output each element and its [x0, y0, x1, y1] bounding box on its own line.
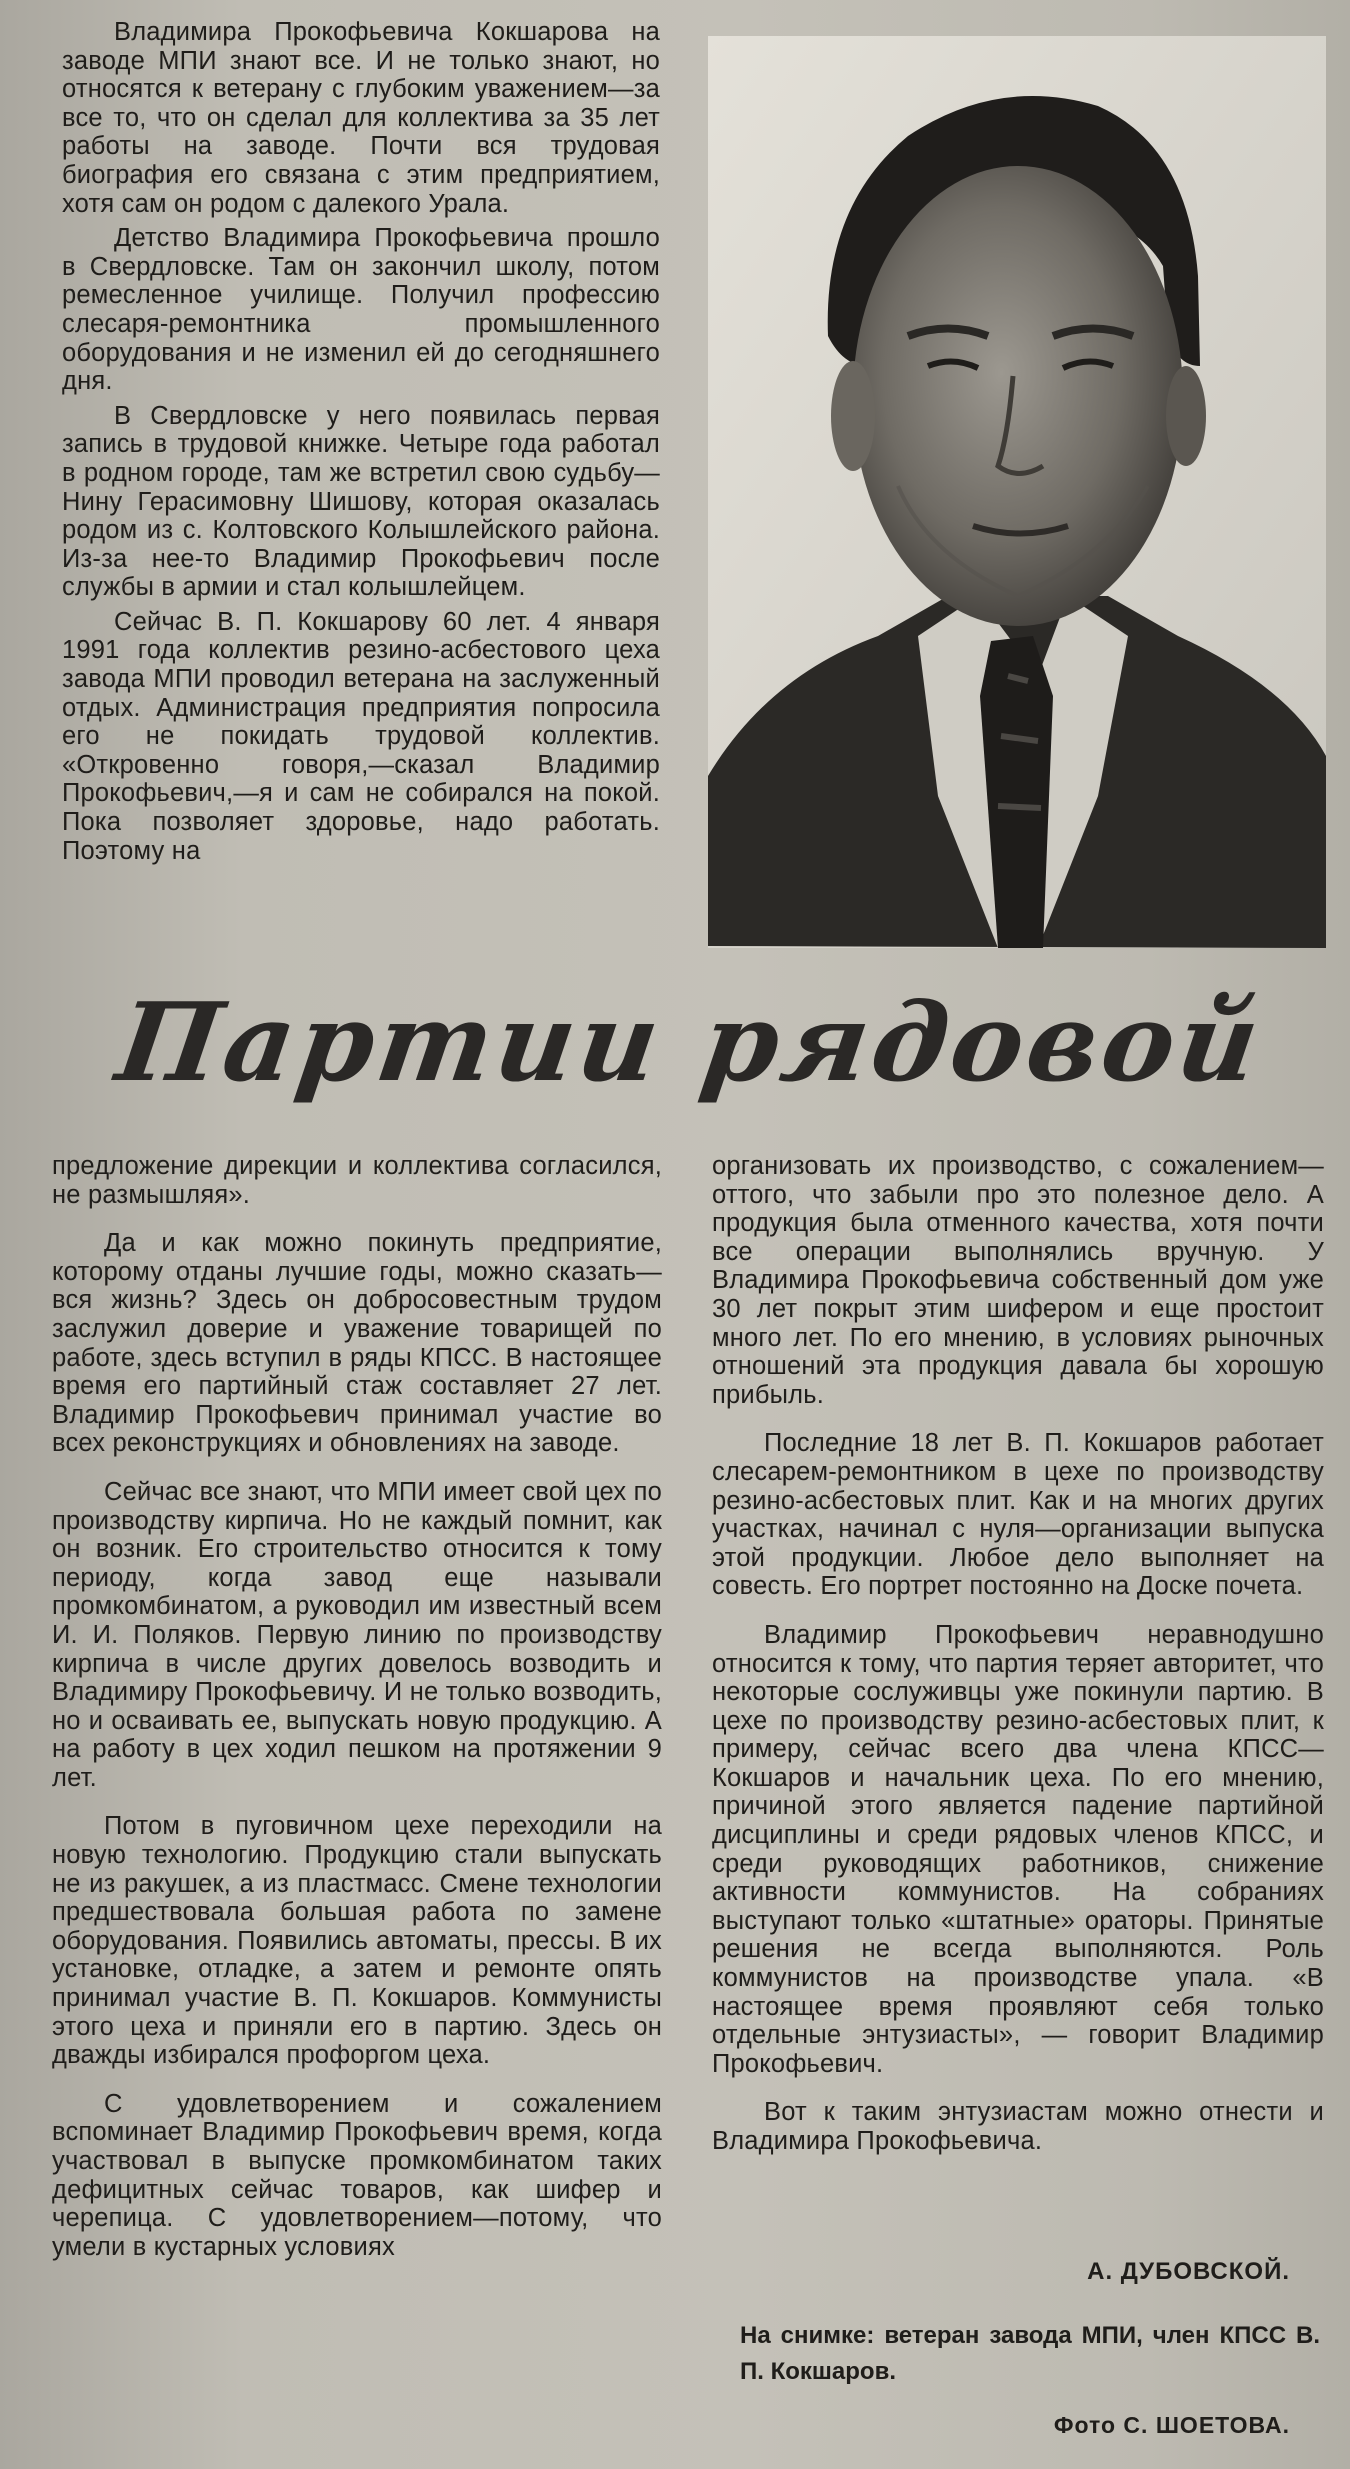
body-paragraph: предложение дирекции и коллектива согласился, не размышляя». [52, 1152, 662, 1209]
intro-paragraph: Детство Владимира Прокофьевича прошло в Свердловске. Там он закончил школу, потом ремесленное училище. Получил профессию слесаря-ремонтника промышленного оборудования и не изменил ей до сегодняшнего дня. [62, 224, 660, 396]
body-paragraph: Последние 18 лет В. П. Кокшаров работает слесарем-ремонтником в цехе по производству резино-асбестовых плит. Как и на многих других участках, начинал с нуля—организации выпуска этой продукции. Любое дело выполняет на совесть. Его портрет постоянно на Доске почета. [712, 1429, 1324, 1601]
intro-column [62, 18, 660, 865]
body-paragraph: Владимир Прокофьевич неравнодушно относится к тому, что партия теряет авторитет, что некоторые сослуживцы уже покинули партию. В цехе по производству резино-асбестовых плит, к примеру, сейчас всего два члена КПСС—Кокшаров и начальник цеха. По его мнению, причиной этого является падение партийной дисциплины и среди рядовых членов КПСС, и среди руководящих работников, снижение активности коммунистов. На собраниях выступают только «штатные» ораторы. Принятые решения не всегда выполняются. Роль коммунистов на производстве упала. «В настоящее время проявляют себя только отдельные энтузиасты», — говорит Владимир Прокофьевич. [712, 1620, 1324, 2078]
body-paragraph: Вот к таким энтузиастам можно отнести и Владимира Прокофьевича. [712, 2098, 1324, 2155]
intro-paragraph: В Свердловске у него появилась первая запись в трудовой книжке. Четыре года работал в родном городе, там же встретил свою судьбу—Нину Герасимовну Шишову, которая оказалась родом из с. Колтовского Колышлейского района. Из-за нее-то Владимир Прокофьевич после службы в армии и стал колышлейцем. [62, 401, 660, 602]
photo-credit: Фото С. ШОЕТОВА. [1053, 2412, 1290, 2438]
body-paragraph: Сейчас все знают, что МПИ имеет свой цех по производству кирпича. Но не каждый помнит, как он возник. Его строительство относится к тому периоду, когда завод еще называли промкомбинатом, а руководил им известный всем И. И. Поляков. Первую линию по производству кирпича в числе других довелось возводить и Владимиру Прокофьевичу. И не только возводить, но и осваивать ее, выпускать новую продукцию. А на работу в цех ходил пешком на протяжении 9 лет. [52, 1477, 662, 1792]
author-byline: А. ДУБОВСКОЙ. [1087, 2258, 1290, 2285]
body-paragraph: Да и как можно покинуть предприятие, которому отданы лучшие годы, можно сказать—вся жизнь? Здесь он добросовестным трудом заслужил доверие и уважение товарищей по работе, здесь вступил в ряды КПСС. В настоящее время его партийный стаж составляет 27 лет. Владимир Прокофьевич принимал участие во всех реконструкциях и обновлениях на заводе. [52, 1229, 662, 1458]
intro-paragraph: Владимира Прокофьевича Кокшарова на заводе МПИ знают все. И не только знают, но относятся к ветерану с глубоким уважением—за все то, что он сделал для коллектива за 35 лет работы на заводе. Почти вся трудовая биография его связана с этим предприятием, хотя сам он родом с далекого Урала. [62, 18, 660, 218]
photo-caption: На снимке: ветеран завода МПИ, член КПСС В. П. Кокшаров. [740, 2322, 1320, 2385]
left-column [52, 1152, 662, 2261]
right-column [712, 1152, 1324, 2156]
body-paragraph: организовать их производство, с сожалением—оттого, что забыли про это полезное дело. А продукция была отменного качества, хотя почти все операции выполнялись вручную. У Владимира Прокофьевича собственный дом уже 30 лет покрыт этим шифером и еще простоит много лет. По его мнению, в условиях рыночных отношений эта продукция давала бы хорошую прибыль. [712, 1152, 1324, 1409]
headline: Партии рядовой [109, 980, 1271, 1106]
portrait-photo-drawing [708, 36, 1326, 948]
body-paragraph: Потом в пуговичном цехе переходили на новую технологию. Продукцию стали выпускать не из ракушек, а из пластмасс. Смене технологии предшествовала большая работа по замене оборудования. Появились автоматы, прессы. В их установке, отладке, а затем и ремонте опять принимал участие В. П. Кокшаров. Коммунисты этого цеха и приняли его в партию. Здесь он дважды избирался профоргом цеха. [52, 1812, 662, 2070]
body-paragraph: С удовлетворением и сожалением вспоминает Владимир Прокофьевич время, когда участвовал в выпуске промкомбинатом таких дефицитных сейчас товаров, как шифер и черепица. С удовлетворением—потому, что умели в кустарных условиях [52, 2089, 662, 2261]
portrait-photo [708, 36, 1326, 948]
intro-paragraph: Сейчас В. П. Кокшарову 60 лет. 4 января 1991 года коллектив резино-асбестового цеха завода МПИ проводил ветерана на заслуженный отдых. Администрация предприятия попросила его не покидать трудовой коллектив. «Откровенно говоря,—сказал Владимир Прокофьевич,—я и сам не собирался на покой. Пока позволяет здоровье, надо работать. Поэтому на [62, 607, 660, 865]
